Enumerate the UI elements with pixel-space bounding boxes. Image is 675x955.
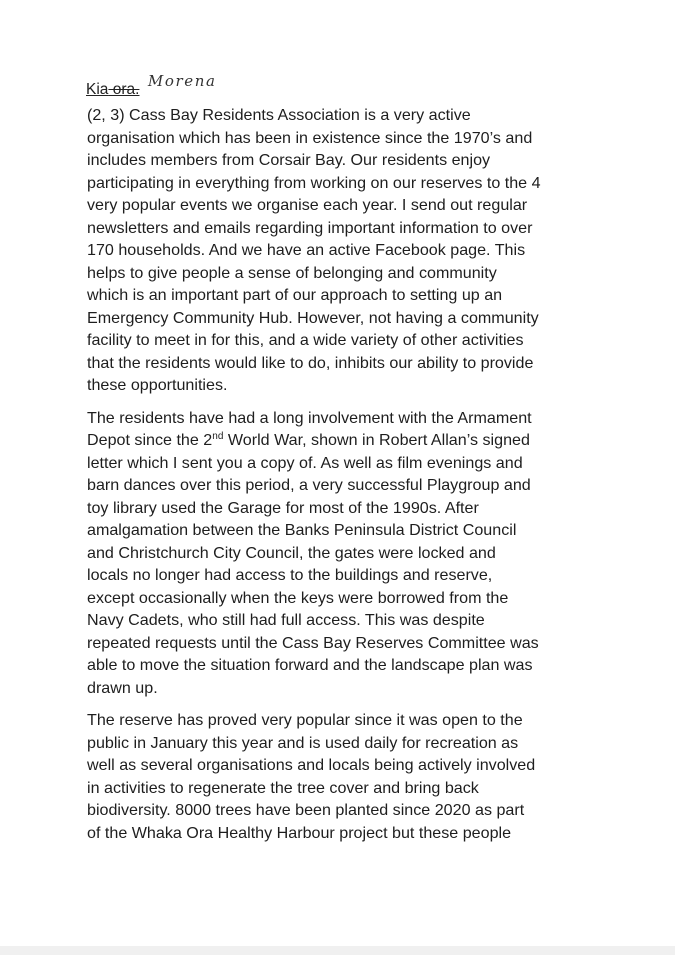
text-line: organisation which has been in existence since the 1970’s and — [87, 128, 533, 147]
paragraph-1 — [87, 104, 647, 397]
text-line: able to move the situation forward and the landscape plan was — [87, 656, 533, 674]
text-line: The residents have had a long involvement with the Armament — [87, 408, 532, 427]
text-line-with-superscript — [87, 429, 647, 452]
text-line: (2, 3) Cass Bay Residents Association is a very active — [87, 106, 471, 124]
text-segment: Depot since the 2 — [87, 431, 213, 449]
paragraph-3 — [87, 709, 647, 844]
text-line: these opportunities. — [87, 376, 228, 394]
text-line: in activities to regenerate the tree cover and bring back — [87, 778, 479, 797]
text-line: repeated requests until the Cass Bay Reserves Committee was — [87, 633, 539, 652]
text-line: except occasionally when the keys were borrowed from the — [87, 588, 509, 607]
text-line: toy library used the Garage for most of the 1990s. After — [87, 498, 479, 517]
text-line: The reserve has proved very popular since it was open to the — [87, 711, 523, 729]
greeting — [86, 74, 217, 100]
greeting-struck-text — [86, 81, 139, 99]
text-line: Emergency Community Hub. However, not having a community — [87, 308, 539, 327]
text-line: biodiversity. 8000 trees have been planted since 2020 as part — [87, 801, 525, 819]
letter-body — [87, 104, 647, 854]
text-line: barn dances over this period, a very successful Playgroup and — [87, 476, 531, 494]
paragraph-2 — [87, 407, 647, 700]
text-line: that the residents would like to do, inhibits our ability to provide — [87, 353, 534, 372]
greeting-kia: Kia — [86, 81, 109, 98]
text-line: newsletters and emails regarding important information to over — [87, 218, 533, 237]
text-line: 170 households. And we have an active Facebook page. This — [87, 241, 526, 259]
text-line: which is an important part of our approach to setting up an — [87, 286, 503, 304]
text-line: Navy Cadets, who still had full access. This was despite — [87, 611, 485, 629]
text-line: public in January this year and is used daily for recreation as — [87, 733, 519, 752]
greeting-ora-struck: ora. — [108, 81, 140, 98]
text-line: well as several organisations and locals being actively involved — [87, 756, 536, 774]
text-line: participating in everything from working on our reserves to the 4 — [87, 173, 541, 192]
page-bottom-edge — [0, 946, 675, 955]
text-line: and Christchurch City Council, the gates were locked and — [87, 543, 496, 562]
ordinal-superscript: nd — [212, 431, 224, 442]
text-line: amalgamation between the Banks Peninsula District Council — [87, 521, 517, 539]
text-line: facility to meet in for this, and a wide variety of other activities — [87, 331, 524, 349]
text-line: includes members from Corsair Bay. Our residents enjoy — [87, 151, 491, 169]
text-line: drawn up. — [87, 678, 158, 697]
text-line: locals no longer had access to the buildings and reserve, — [87, 566, 493, 584]
text-line: helps to give people a sense of belonging and community — [87, 263, 497, 282]
text-line: of the Whaka Ora Healthy Harbour project but these people — [87, 823, 512, 842]
text-line: very popular events we organise each year. I send out regular — [87, 196, 528, 214]
greeting-handwritten: Morena — [147, 72, 217, 90]
text-segment: World War, shown in Robert Allan’s signed — [223, 431, 530, 449]
text-line: letter which I sent you a copy of. As well as film evenings and — [87, 453, 523, 472]
